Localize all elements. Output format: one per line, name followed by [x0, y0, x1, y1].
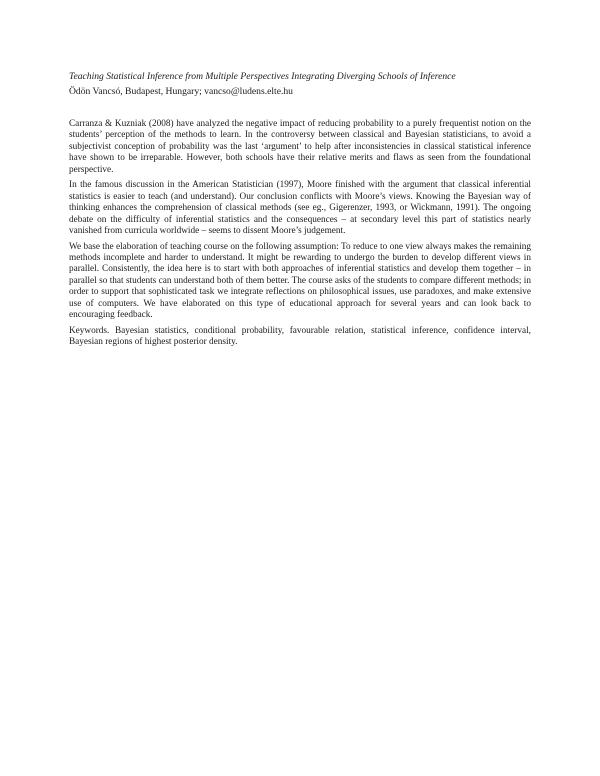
abstract-body — [69, 119, 531, 349]
keywords-paragraph: Keywords. Bayesian statistics, conditional probability, favourable relation, statistical inference, confidence interval, Bayesian regions of highest posterior density. — [69, 325, 531, 348]
paper-page — [69, 70, 531, 353]
abstract-paragraph-3: We base the elaboration of teaching course on the following assumption: To reduce to one view always makes the remaining methods incomplete and harder to understand. It might be rewarding to undergo the burden to develop different views in parallel. Consistently, the idea here is to start with both approaches of inferential statistics and develop them together – in parallel so that students can understand both of them better. The course asks of the students to compare different methods; in order to support that sophisticated task we integrate reflections on philosophical issues, use paradoxes, and make extensive use of computers. We have elaborated on this type of educational approach for several years and can look back to encouraging feedback. — [69, 241, 531, 321]
paper-title: Teaching Statistical Inference from Multiple Perspectives Integrating Diverging Schools of Inference — [69, 71, 456, 82]
author-line: Ödön Vancsó, Budapest, Hungary; vancso@ludens.elte.hu — [69, 86, 293, 97]
abstract-paragraph-2: In the famous discussion in the American Statistician (1997), Moore finished with the argument that classical inferential statistics is easier to teach (and understand). Our conclusion conflicts with Moore’s views. Knowing the Bayesian way of thinking enhances the comprehension of classical methods (see eg., Gigerenzer, 1993, or Wickmann, 1991). The ongoing debate on the difficulty of inferential statistics and the consequences – at secondary level this part of statistics nearly vanished from curricula worldwide – seems to dissent Moore’s judgement. — [69, 180, 531, 237]
abstract-paragraph-1: Carranza & Kuzniak (2008) have analyzed the negative impact of reducing probability to a purely frequentist notion on the students’ perception of the methods to learn. In the controversy between classical and Bayesian statisticians, to avoid a subjectivist conception of probability was the last ‘argument’ to help after inconsistencies in classical statistical inference have shown to be irreparable. However, both schools have their relative merits and flaws as seen from the foundational perspective. — [69, 119, 531, 175]
